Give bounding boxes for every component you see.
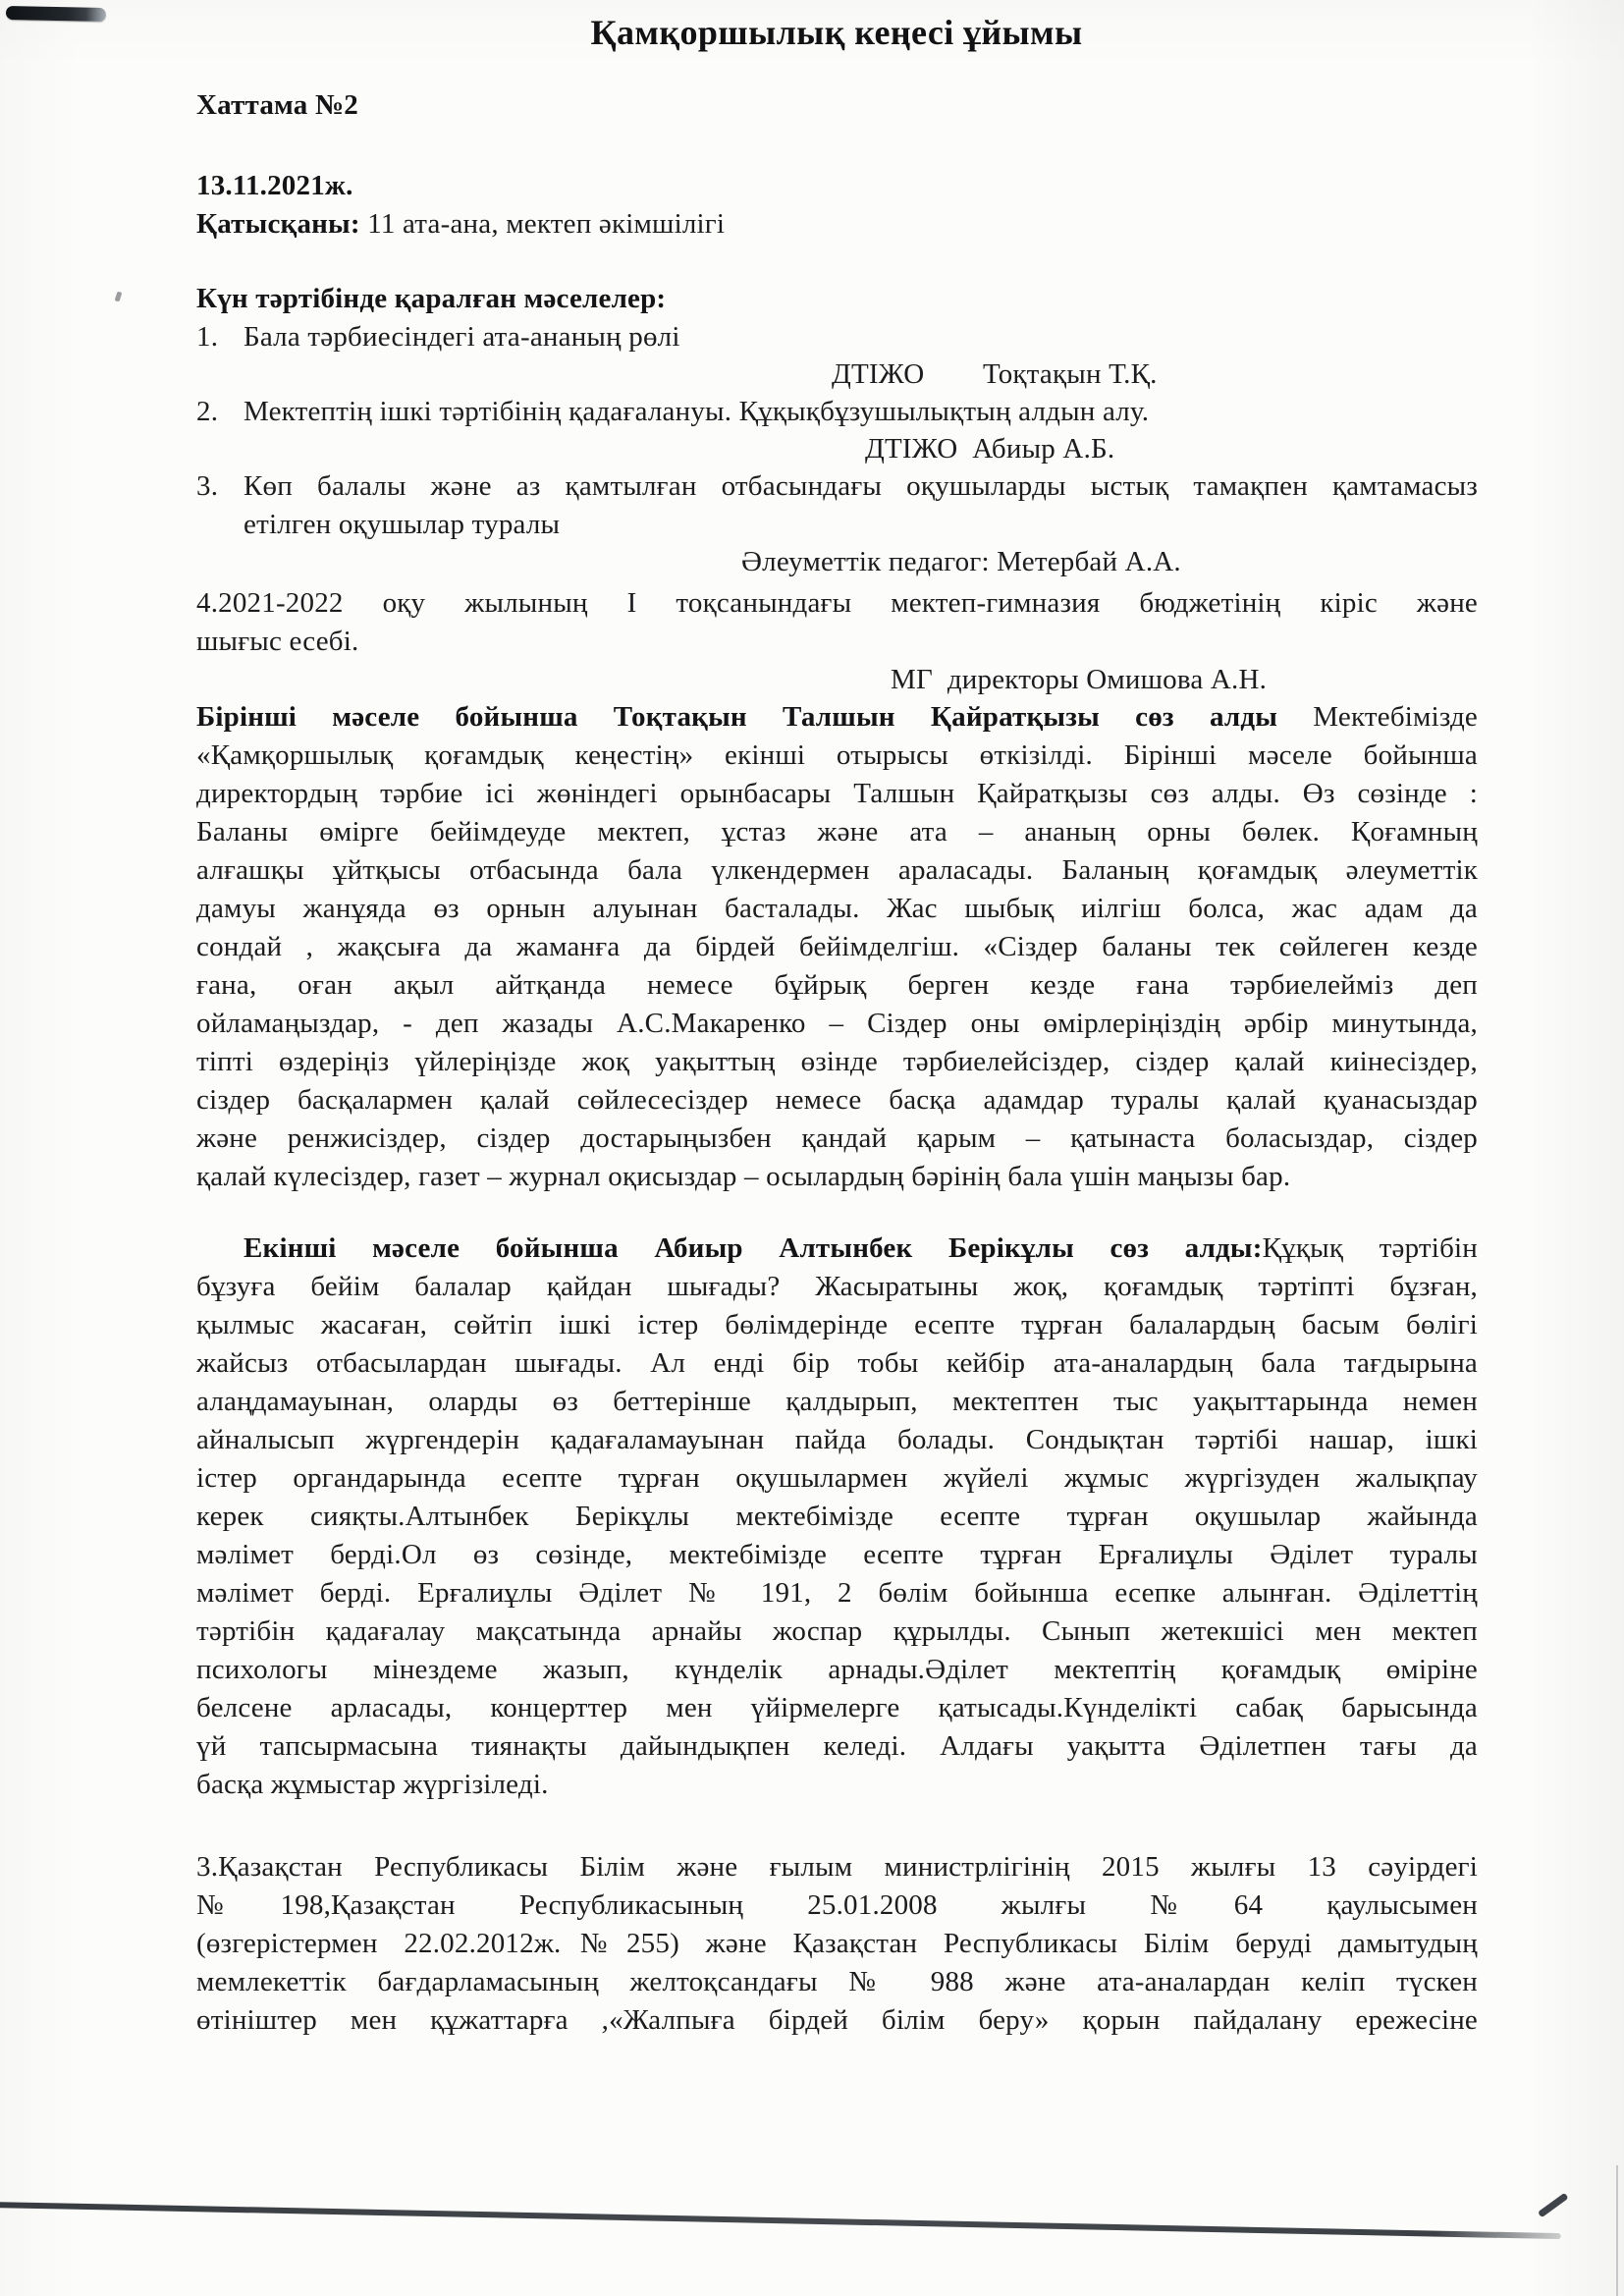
- text-line: мәлімет берді. Ерғалиұлы Әділет № 191, 2 бөлім бойынша есепке алынған. Әділеттің: [196, 1577, 1478, 1609]
- text-line: жайсыз отбасылардан шығады. Ал енді бір тобы кейбір ата-аналардың бала тағдырына: [196, 1347, 1478, 1379]
- text-line: алғашқы ұйтқысы отбасында бала үлкендермен араласады. Баланың қоғамдық әлеуметтік: [196, 854, 1478, 886]
- paper-edge-corner: [1538, 2193, 1569, 2218]
- paragraph-1: [196, 698, 1478, 1196]
- agenda-item-1-number: 1.: [196, 321, 219, 353]
- agenda-item-1: [196, 318, 1478, 356]
- agenda-item-2-text: Мектептің ішкі тәртібінің қадағалануы. Құқықбұзушылықтың алдын алу.: [244, 396, 1150, 427]
- text-line: дамуы жанұяда өз орнын алуынан басталады. Жас шыбық иілгіш болса, жас адам да: [196, 893, 1478, 924]
- agenda-heading: Күн тәртібінде қаралған мәселелер:: [196, 283, 667, 314]
- agenda-item-2-number: 2.: [196, 396, 219, 427]
- agenda-item-3-line-1: Көп балалы және аз қамтылған отбасындағы оқушыларды ыстық тамақпен қамтамасыз: [244, 470, 1478, 502]
- agenda-item-2-speaker: ДТІЖО Абиыр А.Б.: [865, 433, 1115, 465]
- agenda-item-2: [196, 393, 1478, 431]
- agenda-item-4-line-2: шығыс есебі.: [196, 626, 359, 657]
- paragraph-1-lead: Бірінші мәселе бойынша Тоқтақын Талшын Қайратқызы сөз алды: [196, 701, 1278, 733]
- text-line: үй тапсырмасына тиянақты дайындықпен келеді. Алдағы уақытта Әділетпен тағы да: [196, 1730, 1478, 1762]
- text-line: алаңдамауынан, оларды өз беттерінше қалдырып, мектептен тыс уақыттарында немен: [196, 1386, 1478, 1417]
- agenda-item-3-speaker: Әлеуметтік педагог: Метербай А.А.: [741, 546, 1181, 577]
- text-line: 3.Қазақстан Республикасы Білім және ғылым министрлігінің 2015 жылғы 13 сәуірдегі: [196, 1851, 1478, 1883]
- text-line: №198,Қазақстан Республикасының 25.01.2008 жылғы №64 қаулысымен: [196, 1889, 1478, 1921]
- text-line: тіпті өздеріңіз үйлеріңізде жоқ уақыттың өзінде тәрбиелейсіздер, сіздер қалай киінесіздер,: [196, 1046, 1478, 1077]
- paragraph-3: [196, 1848, 1478, 2040]
- paragraph-2-lead-rest: Құқық тәртібін: [1262, 1232, 1478, 1264]
- scan-right-edge-shadow: [1616, 2165, 1618, 2296]
- text-line: қалай күлесіздер, газет – журнал оқисыздар – осылардың бәрінің бала үшін маңызы бар.: [196, 1161, 1291, 1192]
- text-line: мемлекеттік бағдарламасының желтоқсандағы № 988 және ата-аналардан келіп түскен: [196, 1966, 1478, 1997]
- attendees-line: [196, 205, 1478, 244]
- agenda-item-3-number: 3.: [196, 470, 219, 502]
- text-line: айналысып жүргендерін қадағаламауынан пайда болады. Сондықтан тәртібі нашар, ішкі: [196, 1424, 1478, 1455]
- text-line: және ренжисіздер, сіздер достарыңызбен қандай қарым – қатынаста боласыздар, сіздер: [196, 1122, 1478, 1154]
- text-line: сондай , жақсыға да жаманға да бірдей бейімделгіш. «Сіздер баланы тек сөйлеген кезде: [196, 931, 1478, 962]
- attendees-label: Қатысқаны:: [196, 208, 360, 240]
- text-line: директордың тәрбие ісі жөніндегі орынбасары Талшын Қайратқызы сөз алды. Өз сөзінде :: [196, 778, 1478, 809]
- paragraph-1-lead-line: [196, 698, 1478, 737]
- agenda-item-4-line-1: 4.2021-2022 оқу жылының I тоқсанындағы мектеп-гимназия бюджетінің кіріс және: [196, 587, 1478, 619]
- text-line: ойламаңыздар, - деп жазады А.С.Макаренко – Сіздер оны өмірлеріңіздің әрбір минутында,: [196, 1008, 1478, 1039]
- document-title: Қамқоршылық кеңесі ұйымы: [590, 13, 1083, 52]
- agenda-item-3: [196, 467, 1478, 544]
- text-line: психологы мінездеме жазып, күнделік арнады.Әділет мектептің қоғамдық өміріне: [196, 1654, 1478, 1685]
- text-line: ғана, оған ақыл айтқанда немесе бұйрық берген кезде ғана тәрбиелейміз деп: [196, 969, 1478, 1001]
- text-line: сіздер басқалармен қалай сөйлесесіздер немесе басқа адамдар туралы қалай қуанасыздар: [196, 1084, 1478, 1116]
- agenda-item-1-text: Бала тәрбиесіндегі ата-ананың рөлі: [244, 321, 680, 353]
- agenda-item-1-speaker: ДТІЖО Тоқтақын Т.Қ.: [832, 358, 1158, 390]
- text-line: басқа жұмыстар жүргізіледі.: [196, 1769, 549, 1800]
- paragraph-1-lead-rest: Мектебімізде: [1277, 701, 1479, 733]
- agenda-item-4: [196, 584, 1478, 661]
- text-line: мәлімет берді.Ол өз сөзінде, мектебімізде есепте тұрған Ерғалиұлы Әділет туралы: [196, 1539, 1478, 1570]
- text-line: белсене арласады, концерттер мен үйірмелерге қатысады.Күнделікті сабақ барысында: [196, 1692, 1478, 1723]
- text-line: «Қамқоршылық қоғамдық кеңестің» екінші отырысы өткізілді. Бірінші мәселе бойынша: [196, 739, 1478, 771]
- text-line: бұзуға бейім балалар қайдан шығады? Жасыратыны жоқ, қоғамдық тәртіпті бұзған,: [196, 1271, 1478, 1302]
- text-line: (өзгерістермен 22.02.2012ж.№255) және Қазақстан Республикасы Білім беруді дамытудың: [196, 1928, 1478, 1959]
- agenda-item-4-speaker: МГ директоры Омишова А.Н.: [891, 664, 1268, 695]
- paper-edge-line: [0, 2202, 1561, 2239]
- text-line: қылмыс жасаған, сөйтіп ішкі істер бөлімдерінде есепте тұрған балалардың басым бөлігі: [196, 1309, 1478, 1340]
- agenda-item-3-line-2: етілген оқушылар туралы: [244, 509, 561, 540]
- text-line: өтініштер мен құжаттарға ,«Жалпыға бірдей білім беру» қорын пайдалану ережесіне: [196, 2004, 1478, 2036]
- scan-speck: [115, 291, 123, 301]
- text-line: керек сияқты.Алтынбек Берікұлы мектебімізде есепте тұрған оқушылар жайында: [196, 1501, 1478, 1532]
- text-line: істер органдарында есепте тұрған оқушылармен жүйелі жұмыс жүргізуден жалықпау: [196, 1462, 1478, 1494]
- protocol-number: Хаттама №2: [196, 89, 358, 121]
- text-line: Баланы өмірге бейімдеуде мектеп, ұстаз және ата – ананың орны бөлек. Қоғамның: [196, 816, 1478, 847]
- attendees-value: 11 ата-ана, мектеп әкімшілігі: [359, 208, 726, 240]
- paragraph-2-lead: Екінші мәселе бойынша Абиыр Алтынбек Берікұлы сөз алды:: [244, 1232, 1263, 1264]
- paragraph-2-lead-line: [196, 1230, 1478, 1268]
- paragraph-2: [196, 1230, 1478, 1804]
- text-line: тәртібін қадағалау мақсатында арнайы жоспар құрылды. Сынып жетекшісі мен мектеп: [196, 1615, 1478, 1647]
- protocol-date: 13.11.2021ж.: [196, 170, 353, 201]
